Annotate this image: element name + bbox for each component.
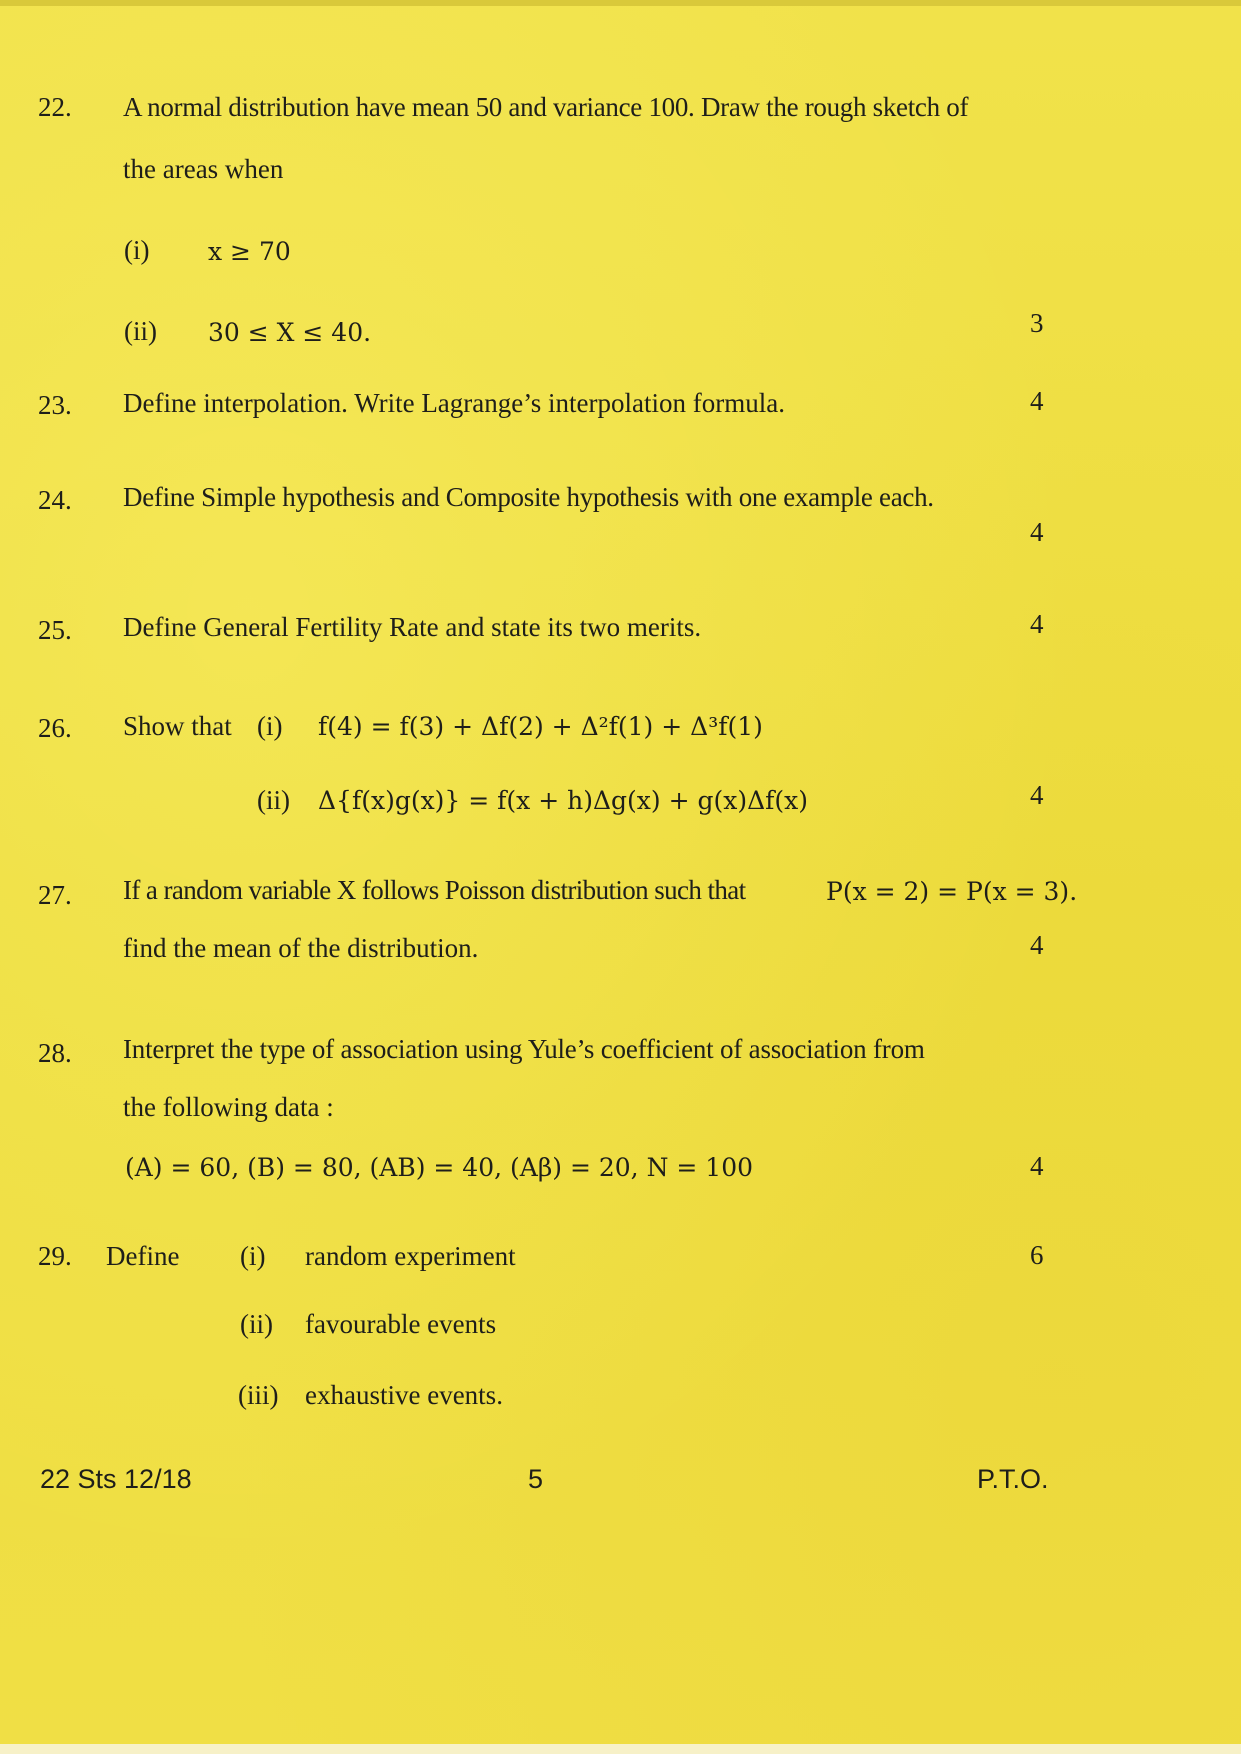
question-number: 24.	[38, 485, 72, 515]
part-text: exhaustive events.	[305, 1380, 503, 1410]
page-top-edge	[0, 0, 1241, 6]
question-number: 29.	[38, 1241, 72, 1271]
marks: 4	[1030, 780, 1044, 810]
part-label: (iii)	[238, 1380, 279, 1410]
question-text: Define Simple hypothesis and Composite hypothesis with one example each.	[123, 482, 934, 512]
paper-code: 22 Sts 12/18	[40, 1464, 192, 1494]
marks: 4	[1030, 1151, 1044, 1181]
part-text: 30 ≤ X ≤ 40.	[208, 318, 372, 347]
question-text: Define interpolation. Write Lagrange’s interpolation formula.	[123, 388, 785, 418]
marks: 4	[1030, 609, 1044, 639]
part-text: x ≥ 70	[208, 237, 291, 266]
question-number: 28.	[38, 1038, 72, 1068]
marks: 3	[1030, 308, 1044, 338]
marks: 4	[1030, 930, 1044, 960]
question-lead: Show that	[123, 711, 232, 741]
part-text: random experiment	[305, 1241, 516, 1271]
question-lead: Define	[106, 1241, 180, 1271]
data-line: (A) = 60, (B) = 80, (AB) = 40, (Aβ) = 20, N = 100	[125, 1153, 754, 1182]
question-text: Define General Fertility Rate and state its two merits.	[123, 612, 702, 642]
page-bottom-edge	[0, 1744, 1241, 1754]
marks: 6	[1030, 1240, 1044, 1270]
marks: 4	[1030, 386, 1044, 416]
question-formula: P(x = 2) = P(x = 3).	[826, 877, 1078, 906]
part-label: (i)	[124, 235, 150, 265]
part-text: favourable events	[305, 1309, 497, 1339]
part-formula: Δ{f(x)g(x)} = f(x + h)Δg(x) + g(x)Δf(x)	[318, 786, 809, 815]
question-number: 27.	[38, 880, 72, 910]
part-label: (ii)	[124, 316, 157, 346]
part-formula: f(4) = f(3) + Δf(2) + Δ²f(1) + Δ³f(1)	[318, 712, 763, 741]
part-label: (i)	[257, 711, 283, 741]
marks: 4	[1030, 517, 1044, 547]
question-text-line1: If a random variable X follows Poisson distribution such that	[123, 875, 746, 905]
pto-label: P.T.O.	[977, 1464, 1049, 1494]
question-text-line2: find the mean of the distribution.	[123, 933, 479, 963]
question-text-line1: A normal distribution have mean 50 and variance 100. Draw the rough sketch of	[123, 92, 969, 122]
question-text-line2: the areas when	[123, 154, 284, 184]
page-number: 5	[528, 1464, 544, 1494]
question-text-line1: Interpret the type of association using Yule’s coefficient of association from	[123, 1034, 925, 1064]
part-label: (ii)	[240, 1309, 273, 1339]
question-number: 23.	[38, 390, 72, 420]
question-number: 25.	[38, 615, 72, 645]
question-number: 22.	[38, 92, 72, 122]
part-label: (i)	[240, 1241, 266, 1271]
part-label: (ii)	[257, 785, 290, 815]
question-number: 26.	[38, 713, 72, 743]
question-text-line2: the following data :	[123, 1092, 334, 1122]
